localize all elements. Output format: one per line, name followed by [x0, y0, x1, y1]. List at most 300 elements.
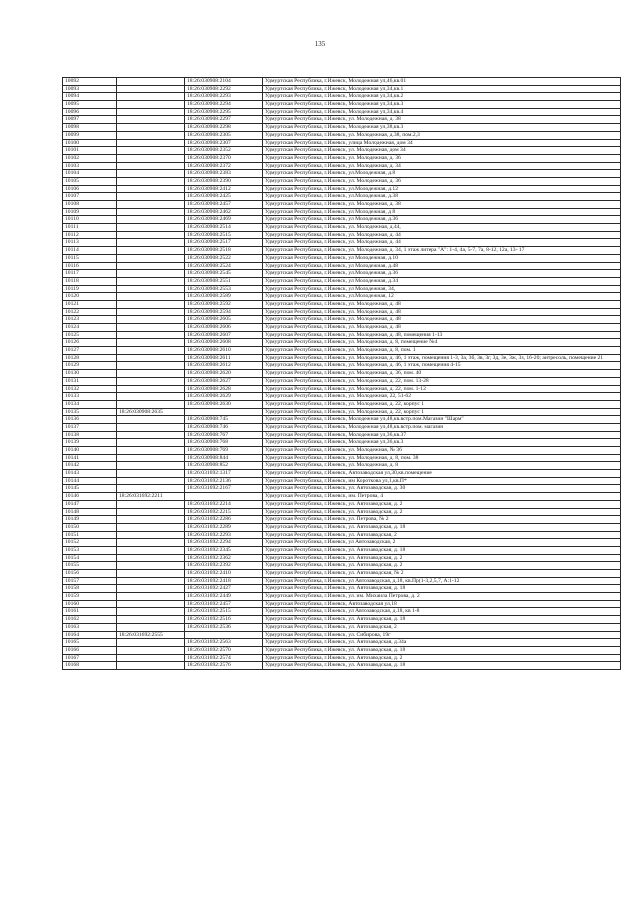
building-cadastral-number-cell: 18:26:031692:2536: [185, 623, 263, 631]
building-cadastral-number-cell: [185, 493, 263, 501]
table-row: [63, 208, 621, 216]
address-cell: Удмуртская Республика, г.Ижевск, ул. Молодежная, д. 48: [263, 300, 621, 308]
land-cadastral-number-cell: [117, 623, 185, 631]
building-cadastral-number-cell: 18:26:031692:2289: [185, 523, 263, 531]
row-number-cell: 10141: [63, 454, 117, 462]
address-cell: Удмуртская Республика, г.Ижевск, ул. Автозаводская, д. 30: [263, 485, 621, 493]
row-number-cell: 10119: [63, 285, 117, 293]
table-row: [63, 224, 621, 232]
address-cell: Удмуртская Республика, г.Ижевск, ул. Молодежная, д. 8, помещение №4: [263, 339, 621, 347]
land-cadastral-number-cell: [117, 570, 185, 578]
land-cadastral-number-cell: [117, 254, 185, 262]
row-number-cell: 10110: [63, 216, 117, 224]
address-cell: Удмуртская Республика, г.Ижевск, ул Молодежная, д.48: [263, 262, 621, 270]
row-number-cell: 10112: [63, 231, 117, 239]
table-row: [63, 593, 621, 601]
table-row: [63, 623, 621, 631]
building-cadastral-number-cell: 18:26:030908:2605: [185, 316, 263, 324]
table-row: [63, 600, 621, 608]
land-cadastral-number-cell: [117, 78, 185, 86]
address-cell: Удмуртская Республика, г.Ижевск, ул Автозаводская, д.18, кв.Пр(1-3,2,5,7, А:1-12: [263, 577, 621, 585]
row-number-cell: 10123: [63, 316, 117, 324]
address-cell: Удмуртская Республика, г.Ижевск, ул.Молодежная, д.38: [263, 193, 621, 201]
address-cell: Удмуртская Республика, г.Ижевск, ул. Автозаводская, 2: [263, 531, 621, 539]
row-number-cell: 10117: [63, 270, 117, 278]
row-number-cell: 10126: [63, 339, 117, 347]
row-number-cell: 10111: [63, 224, 117, 232]
land-cadastral-number-cell: [117, 93, 185, 101]
address-cell: Удмуртская Республика, г.Ижевск, им Короткова ул,1,кв.П*: [263, 477, 621, 485]
table-row: [63, 454, 621, 462]
address-cell: Удмуртская Республика, г.Ижевск, ул. Молодежная, д. 46, 1 этаж, помещения 4-15: [263, 362, 621, 370]
table-row: [63, 331, 621, 339]
table-row: [63, 201, 621, 209]
land-cadastral-number-cell: [117, 270, 185, 278]
land-cadastral-number-cell: [117, 539, 185, 547]
land-cadastral-number-cell: [117, 116, 185, 124]
land-cadastral-number-cell: [117, 554, 185, 562]
row-number-cell: 10093: [63, 85, 117, 93]
building-cadastral-number-cell: 18:26:031692:2418: [185, 577, 263, 585]
building-cadastral-number-cell: 18:26:030908:2294: [185, 101, 263, 109]
address-cell: Удмуртская Республика, г.Ижевск, ул. Молодежная, д. 8, пом. 1: [263, 347, 621, 355]
address-cell: Удмуртская Республика, г.Ижевск, ул. Молодежная, д. 22, пом. 1-12: [263, 385, 621, 393]
address-cell: Удмуртская Республика, г.Ижевск, Молодежная ул,34,кв.2: [263, 93, 621, 101]
row-number-cell: 10120: [63, 293, 117, 301]
row-number-cell: 10148: [63, 508, 117, 516]
address-cell: Удмуртская Республика, г.Ижевск, Молодежная ул,36,кв.37: [263, 431, 621, 439]
row-number-cell: 10116: [63, 262, 117, 270]
building-cadastral-number-cell: 18:26:030908:2514: [185, 224, 263, 232]
row-number-cell: 10136: [63, 416, 117, 424]
land-cadastral-number-cell: [117, 231, 185, 239]
land-cadastral-number-cell: [117, 485, 185, 493]
address-cell: Удмуртская Республика, г.Ижевск, ул. Молодежная, д. 8, пом. 38: [263, 454, 621, 462]
row-number-cell: 10094: [63, 93, 117, 101]
building-cadastral-number-cell: 18:26:030908:2628: [185, 385, 263, 393]
row-number-cell: 10114: [63, 247, 117, 255]
building-cadastral-number-cell: 18:26:030908:769: [185, 447, 263, 455]
row-number-cell: 10162: [63, 616, 117, 624]
table-row: [63, 585, 621, 593]
table-row: [63, 293, 621, 301]
table-row: [63, 531, 621, 539]
address-cell: Удмуртская Республика, г.Ижевск, ул. Автозаводская, д. 18: [263, 585, 621, 593]
land-cadastral-number-cell: [117, 431, 185, 439]
land-cadastral-number-cell: [117, 477, 185, 485]
address-cell: Удмуртская Республика, г.Ижевск, ул. Молодежная, д. 48: [263, 324, 621, 332]
row-number-cell: 10159: [63, 593, 117, 601]
land-cadastral-number-cell: [117, 177, 185, 185]
building-cadastral-number-cell: 18:26:031692:2427: [185, 585, 263, 593]
table-row: [63, 385, 621, 393]
land-cadastral-number-cell: [117, 247, 185, 255]
address-cell: Удмуртская Республика, г.Ижевск, ул Молодежная, д.36: [263, 216, 621, 224]
address-cell: Удмуртская Республика, г.Ижевск, Молодежная ул,38,кв.3: [263, 124, 621, 132]
row-number-cell: 10137: [63, 423, 117, 431]
row-number-cell: 10102: [63, 154, 117, 162]
building-cadastral-number-cell: 18:26:031692:2392: [185, 562, 263, 570]
land-cadastral-number-cell: [117, 262, 185, 270]
row-number-cell: 10107: [63, 193, 117, 201]
land-cadastral-number-cell: [117, 600, 185, 608]
building-cadastral-number-cell: 18:26:031692:2574: [185, 654, 263, 662]
building-cadastral-number-cell: 18:26:031692:2294: [185, 539, 263, 547]
row-number-cell: 10115: [63, 254, 117, 262]
table-row: [63, 377, 621, 385]
land-cadastral-number-cell: [117, 277, 185, 285]
address-cell: Удмуртская Республика, г.Ижевск, ул Автозаводская, д.18, кв 1-8: [263, 608, 621, 616]
land-cadastral-number-cell: [117, 131, 185, 139]
land-cadastral-number-cell: [117, 124, 185, 132]
table-row: [63, 408, 621, 416]
address-cell: Удмуртская Республика, г.Ижевск, ул. Сибирова, 19г: [263, 631, 621, 639]
row-number-cell: 10143: [63, 470, 117, 478]
building-cadastral-number-cell: 18:26:031692:2410: [185, 570, 263, 578]
table-row: [63, 177, 621, 185]
address-cell: Удмуртская Республика, г.Ижевск, ул. Автозаводская, д. 2: [263, 562, 621, 570]
table-row: [63, 108, 621, 116]
land-cadastral-number-cell: [117, 285, 185, 293]
building-cadastral-number-cell: 18:26:031692:2293: [185, 531, 263, 539]
table-row: [63, 662, 621, 670]
land-cadastral-number-cell: [117, 293, 185, 301]
table-row: [63, 500, 621, 508]
land-cadastral-number-cell: [117, 616, 185, 624]
address-cell: Удмуртская Республика, г.Ижевск, ул. Автозаводская, № 2: [263, 570, 621, 578]
row-number-cell: 10158: [63, 585, 117, 593]
row-number-cell: 10125: [63, 331, 117, 339]
table-row: [63, 254, 621, 262]
land-cadastral-number-cell: [117, 185, 185, 193]
land-cadastral-number-cell: [117, 324, 185, 332]
address-cell: Удмуртская Республика, г.Ижевск, ул.Молодежная, д.36: [263, 270, 621, 278]
address-cell: Удмуртская Республика, г.Ижевск, Молодежная ул,48,кв.встр.пом. магазин: [263, 423, 621, 431]
land-cadastral-number-cell: [117, 516, 185, 524]
table-row: [63, 362, 621, 370]
building-cadastral-number-cell: 18:26:030908:2297: [185, 116, 263, 124]
land-cadastral-number-cell: [117, 462, 185, 470]
table-row: [63, 470, 621, 478]
page-number: 135: [314, 40, 326, 48]
address-cell: Удмуртская Республика, г.Ижевск, им. Петрова, 4: [263, 493, 621, 501]
land-cadastral-number-cell: [117, 470, 185, 478]
land-cadastral-number-cell: [117, 139, 185, 147]
address-cell: Удмуртская Республика, г.Ижевск, ул. Молодежная, д.38, пом.2,3: [263, 131, 621, 139]
row-number-cell: 10098: [63, 124, 117, 132]
building-cadastral-number-cell: 18:26:030908:2518: [185, 247, 263, 255]
building-cadastral-number-cell: 18:26:030908:2370: [185, 154, 263, 162]
table-row: [63, 85, 621, 93]
table-row: [63, 339, 621, 347]
land-cadastral-number-cell: [117, 147, 185, 155]
building-cadastral-number-cell: 18:26:030908:2383: [185, 170, 263, 178]
table-row: [63, 270, 621, 278]
building-cadastral-number-cell: 18:26:031692:2515: [185, 608, 263, 616]
row-number-cell: 10108: [63, 201, 117, 209]
row-number-cell: 10105: [63, 177, 117, 185]
row-number-cell: 10156: [63, 570, 117, 578]
address-cell: Удмуртская Республика, г.Ижевск, Молодежная ул,46,кв.01: [263, 78, 621, 86]
row-number-cell: 10131: [63, 377, 117, 385]
table-row: [63, 646, 621, 654]
table-row: [63, 423, 621, 431]
table-row: [63, 608, 621, 616]
row-number-cell: 10133: [63, 393, 117, 401]
address-cell: Удмуртская Республика, г.Ижевск, Молодежная ул,48,кв.встр.пом.Магазин "Шарм": [263, 416, 621, 424]
building-cadastral-number-cell: 18:26:031692:2457: [185, 600, 263, 608]
address-cell: Удмуртская Республика, г.Ижевск, ул. Молодежная, д. 38: [263, 116, 621, 124]
building-cadastral-number-cell: 18:26:030908:2627: [185, 377, 263, 385]
table-row: [63, 324, 621, 332]
building-cadastral-number-cell: 18:26:031692:2215: [185, 508, 263, 516]
row-number-cell: 10122: [63, 308, 117, 316]
building-cadastral-number-cell: 18:26:030908:2462: [185, 208, 263, 216]
building-cadastral-number-cell: 18:26:030908:2592: [185, 300, 263, 308]
building-cadastral-number-cell: 18:26:030908:2594: [185, 308, 263, 316]
building-cadastral-number-cell: 18:26:030908:2372: [185, 162, 263, 170]
row-number-cell: 10151: [63, 531, 117, 539]
address-cell: Удмуртская Республика, г.Ижевск, ул. Молодежная, д. 34, 1 этаж литера "А": 1-4, 4а, 5-7, 7а, 8-12, 12а, 13- 17: [263, 247, 621, 255]
land-cadastral-number-cell: [117, 377, 185, 385]
row-number-cell: 10142: [63, 462, 117, 470]
building-cadastral-number-cell: 18:26:030908:2293: [185, 93, 263, 101]
building-cadastral-number-cell: 18:26:030908:2412: [185, 185, 263, 193]
table-row: [63, 570, 621, 578]
address-cell: Удмуртская Республика, г.Ижевск, ул. Молодежная, д. 36: [263, 154, 621, 162]
address-cell: Удмуртская Республика, г.Ижевск, ул. Молодежная, д. 22, пом. 13-28: [263, 377, 621, 385]
table-row: [63, 239, 621, 247]
table-row: [63, 654, 621, 662]
row-number-cell: 10147: [63, 500, 117, 508]
land-cadastral-number-cell: [117, 300, 185, 308]
building-cadastral-number-cell: 18:26:030908:2553: [185, 285, 263, 293]
land-cadastral-number-cell: [117, 239, 185, 247]
building-cadastral-number-cell: 18:26:031692:2516: [185, 616, 263, 624]
row-number-cell: 10106: [63, 185, 117, 193]
land-cadastral-number-cell: [117, 162, 185, 170]
land-cadastral-number-cell: [117, 639, 185, 647]
table-row: [63, 416, 621, 424]
row-number-cell: 10097: [63, 116, 117, 124]
land-cadastral-number-cell: [117, 562, 185, 570]
table-row: [63, 285, 621, 293]
table-row: [63, 477, 621, 485]
address-cell: Удмуртская Республика, г.Ижевск, ул Молодежная, д.10: [263, 254, 621, 262]
building-cadastral-number-cell: [185, 408, 263, 416]
land-cadastral-number-cell: [117, 423, 185, 431]
building-cadastral-number-cell: 18:26:030908:2608: [185, 339, 263, 347]
building-cadastral-number-cell: 18:26:030908:2611: [185, 354, 263, 362]
land-cadastral-number-cell: [117, 454, 185, 462]
land-cadastral-number-cell: [117, 385, 185, 393]
land-cadastral-number-cell: [117, 208, 185, 216]
land-cadastral-number-cell: [117, 170, 185, 178]
table-row: [63, 546, 621, 554]
address-cell: Удмуртская Республика, г.Ижевск, ул. Молодежная, д. 44: [263, 231, 621, 239]
address-cell: Удмуртская Республика, г.Ижевск, ул.Молодежная, д.12: [263, 185, 621, 193]
address-cell: Удмуртская Республика, г.Ижевск, ул.Молодежная, д.8: [263, 170, 621, 178]
row-number-cell: 10160: [63, 600, 117, 608]
land-cadastral-number-cell: [117, 316, 185, 324]
table-row: [63, 431, 621, 439]
land-cadastral-number-cell: [117, 362, 185, 370]
address-cell: Удмуртская Республика, г.Ижевск, Молодежная ул,36,кв.3: [263, 439, 621, 447]
address-cell: Удмуртская Республика, г.Ижевск, ул.Молодежная, 12: [263, 293, 621, 301]
building-cadastral-number-cell: 18:26:031692:2286: [185, 516, 263, 524]
row-number-cell: 10124: [63, 324, 117, 332]
building-cadastral-number-cell: 18:26:030908:2551: [185, 277, 263, 285]
building-cadastral-number-cell: 18:26:030908:2515: [185, 231, 263, 239]
row-number-cell: 10168: [63, 662, 117, 670]
address-cell: Удмуртская Республика, г.Ижевск, ул. Петрова, № 2: [263, 516, 621, 524]
land-cadastral-number-cell: [117, 400, 185, 408]
address-cell: Удмуртская Республика, г.Ижевск, ул. Автозаводская, д. 18: [263, 646, 621, 654]
table-row: [63, 124, 621, 132]
row-number-cell: 10146: [63, 493, 117, 501]
land-cadastral-number-cell: [117, 662, 185, 670]
row-number-cell: 10164: [63, 631, 117, 639]
building-cadastral-number-cell: 18:26:030908:2425: [185, 193, 263, 201]
land-cadastral-number-cell: [117, 201, 185, 209]
building-cadastral-number-cell: 18:26:030908:2292: [185, 85, 263, 93]
address-cell: Удмуртская Республика, г.Ижевск, ул. Автозаводская, д. 2: [263, 554, 621, 562]
row-number-cell: 10127: [63, 347, 117, 355]
table-row: [63, 400, 621, 408]
building-cadastral-number-cell: 18:26:030908:2522: [185, 254, 263, 262]
row-number-cell: 10144: [63, 477, 117, 485]
row-number-cell: 10155: [63, 562, 117, 570]
row-number-cell: 10101: [63, 147, 117, 155]
table-row: [63, 439, 621, 447]
building-cadastral-number-cell: 18:26:030908:2629: [185, 393, 263, 401]
building-cadastral-number-cell: 18:26:030908:746: [185, 423, 263, 431]
land-cadastral-number-cell: [117, 577, 185, 585]
land-cadastral-number-cell: [117, 308, 185, 316]
land-cadastral-number-cell: [117, 508, 185, 516]
table-row: [63, 370, 621, 378]
table-row: [63, 539, 621, 547]
row-number-cell: 10134: [63, 400, 117, 408]
table-row: [63, 193, 621, 201]
land-cadastral-number-cell: [117, 593, 185, 601]
table-row: [63, 147, 621, 155]
table-row: [63, 523, 621, 531]
building-cadastral-number-cell: 18:26:030908:2630: [185, 400, 263, 408]
address-cell: Удмуртская Республика, г.Ижевск, улица Молодежная, дом 34: [263, 139, 621, 147]
building-cadastral-number-cell: 18:26:031692:2167: [185, 485, 263, 493]
address-cell: Удмуртская Республика, г.Ижевск, ул. Молодежная, д. 48: [263, 308, 621, 316]
address-cell: Удмуртская Республика, г.Ижевск, ул. Автозаводская, 2: [263, 623, 621, 631]
building-cadastral-number-cell: 18:26:031692:1317: [185, 470, 263, 478]
table-row: [63, 393, 621, 401]
table-row: [63, 577, 621, 585]
table-row: [63, 277, 621, 285]
building-cadastral-number-cell: [185, 631, 263, 639]
table-row: [63, 139, 621, 147]
building-cadastral-number-cell: 18:26:030908:2457: [185, 201, 263, 209]
land-cadastral-number-cell: [117, 447, 185, 455]
address-cell: Удмуртская Республика, г.Ижевск, ул. Автозаводская, д. 2: [263, 508, 621, 516]
row-number-cell: 10139: [63, 439, 117, 447]
address-cell: Удмуртская Республика, г.Ижевск, ул. Автозаводская, д. 18: [263, 523, 621, 531]
land-cadastral-number-cell: 18:26:030908:2635: [117, 408, 185, 416]
address-cell: Удмуртская Республика, г.Ижевск, ул. Автозаводская, д. 2: [263, 500, 621, 508]
land-cadastral-number-cell: [117, 193, 185, 201]
row-number-cell: 10135: [63, 408, 117, 416]
address-cell: Удмуртская Республика, г.Ижевск, ул. Молодежная, дом 34: [263, 147, 621, 155]
land-cadastral-number-cell: [117, 347, 185, 355]
row-number-cell: 10132: [63, 385, 117, 393]
land-cadastral-number-cell: [117, 339, 185, 347]
address-cell: Удмуртская Республика, г.Ижевск, ул. Молодежная, д. 8: [263, 462, 621, 470]
row-number-cell: 10118: [63, 277, 117, 285]
building-cadastral-number-cell: 18:26:031692:2563: [185, 639, 263, 647]
building-cadastral-number-cell: 18:26:030908:2305: [185, 131, 263, 139]
registry-table: [62, 77, 621, 670]
table-row: [63, 116, 621, 124]
table-row: [63, 447, 621, 455]
address-cell: Удмуртская Республика, г.Ижевск, ул. Молодежная, д. 22, корпус 1: [263, 408, 621, 416]
building-cadastral-number-cell: 18:26:030908:2104: [185, 78, 263, 86]
row-number-cell: 10163: [63, 623, 117, 631]
building-cadastral-number-cell: 18:26:030908:2517: [185, 239, 263, 247]
row-number-cell: 10128: [63, 354, 117, 362]
row-number-cell: 10152: [63, 539, 117, 547]
land-cadastral-number-cell: [117, 546, 185, 554]
address-cell: Удмуртская Республика, г.Ижевск, ул. Автозаводская, д. 18: [263, 546, 621, 554]
row-number-cell: 10166: [63, 646, 117, 654]
table-row: [63, 300, 621, 308]
land-cadastral-number-cell: [117, 500, 185, 508]
table-row: [63, 185, 621, 193]
building-cadastral-number-cell: 18:26:030908:2307: [185, 139, 263, 147]
building-cadastral-number-cell: 18:26:030908:2589: [185, 293, 263, 301]
building-cadastral-number-cell: 18:26:030908:2620: [185, 370, 263, 378]
address-cell: Удмуртская Республика, г.Ижевск, ул. им. Михаила Петрова, д. 2: [263, 593, 621, 601]
address-cell: Удмуртская Республика, г.Ижевск, ул. Молодежная, д. 36: [263, 177, 621, 185]
land-cadastral-number-cell: [117, 154, 185, 162]
table-row: [63, 308, 621, 316]
table-row: [63, 462, 621, 470]
building-cadastral-number-cell: 18:26:030908:2612: [185, 362, 263, 370]
row-number-cell: 10104: [63, 170, 117, 178]
row-number-cell: 10130: [63, 370, 117, 378]
building-cadastral-number-cell: 18:26:030908:2524: [185, 262, 263, 270]
building-cadastral-number-cell: 18:26:030908:2352: [185, 147, 263, 155]
land-cadastral-number-cell: [117, 370, 185, 378]
row-number-cell: 10150: [63, 523, 117, 531]
address-cell: Удмуртская Республика, г.Ижевск, ул Молодежная, д.34: [263, 277, 621, 285]
row-number-cell: 10167: [63, 654, 117, 662]
row-number-cell: 10096: [63, 108, 117, 116]
row-number-cell: 10157: [63, 577, 117, 585]
table-row: [63, 639, 621, 647]
building-cadastral-number-cell: 18:26:030908:2469: [185, 216, 263, 224]
land-cadastral-number-cell: [117, 646, 185, 654]
land-cadastral-number-cell: [117, 354, 185, 362]
building-cadastral-number-cell: 18:26:031692:2576: [185, 662, 263, 670]
land-cadastral-number-cell: [117, 85, 185, 93]
table-row: [63, 262, 621, 270]
address-cell: Удмуртская Республика, г.Ижевск, ул. Автозаводская, д. 18: [263, 662, 621, 670]
land-cadastral-number-cell: [117, 216, 185, 224]
row-number-cell: 10092: [63, 78, 117, 86]
row-number-cell: 10109: [63, 208, 117, 216]
row-number-cell: 10129: [63, 362, 117, 370]
building-cadastral-number-cell: 18:26:030908:2390: [185, 177, 263, 185]
building-cadastral-number-cell: 18:26:030908:2545: [185, 270, 263, 278]
